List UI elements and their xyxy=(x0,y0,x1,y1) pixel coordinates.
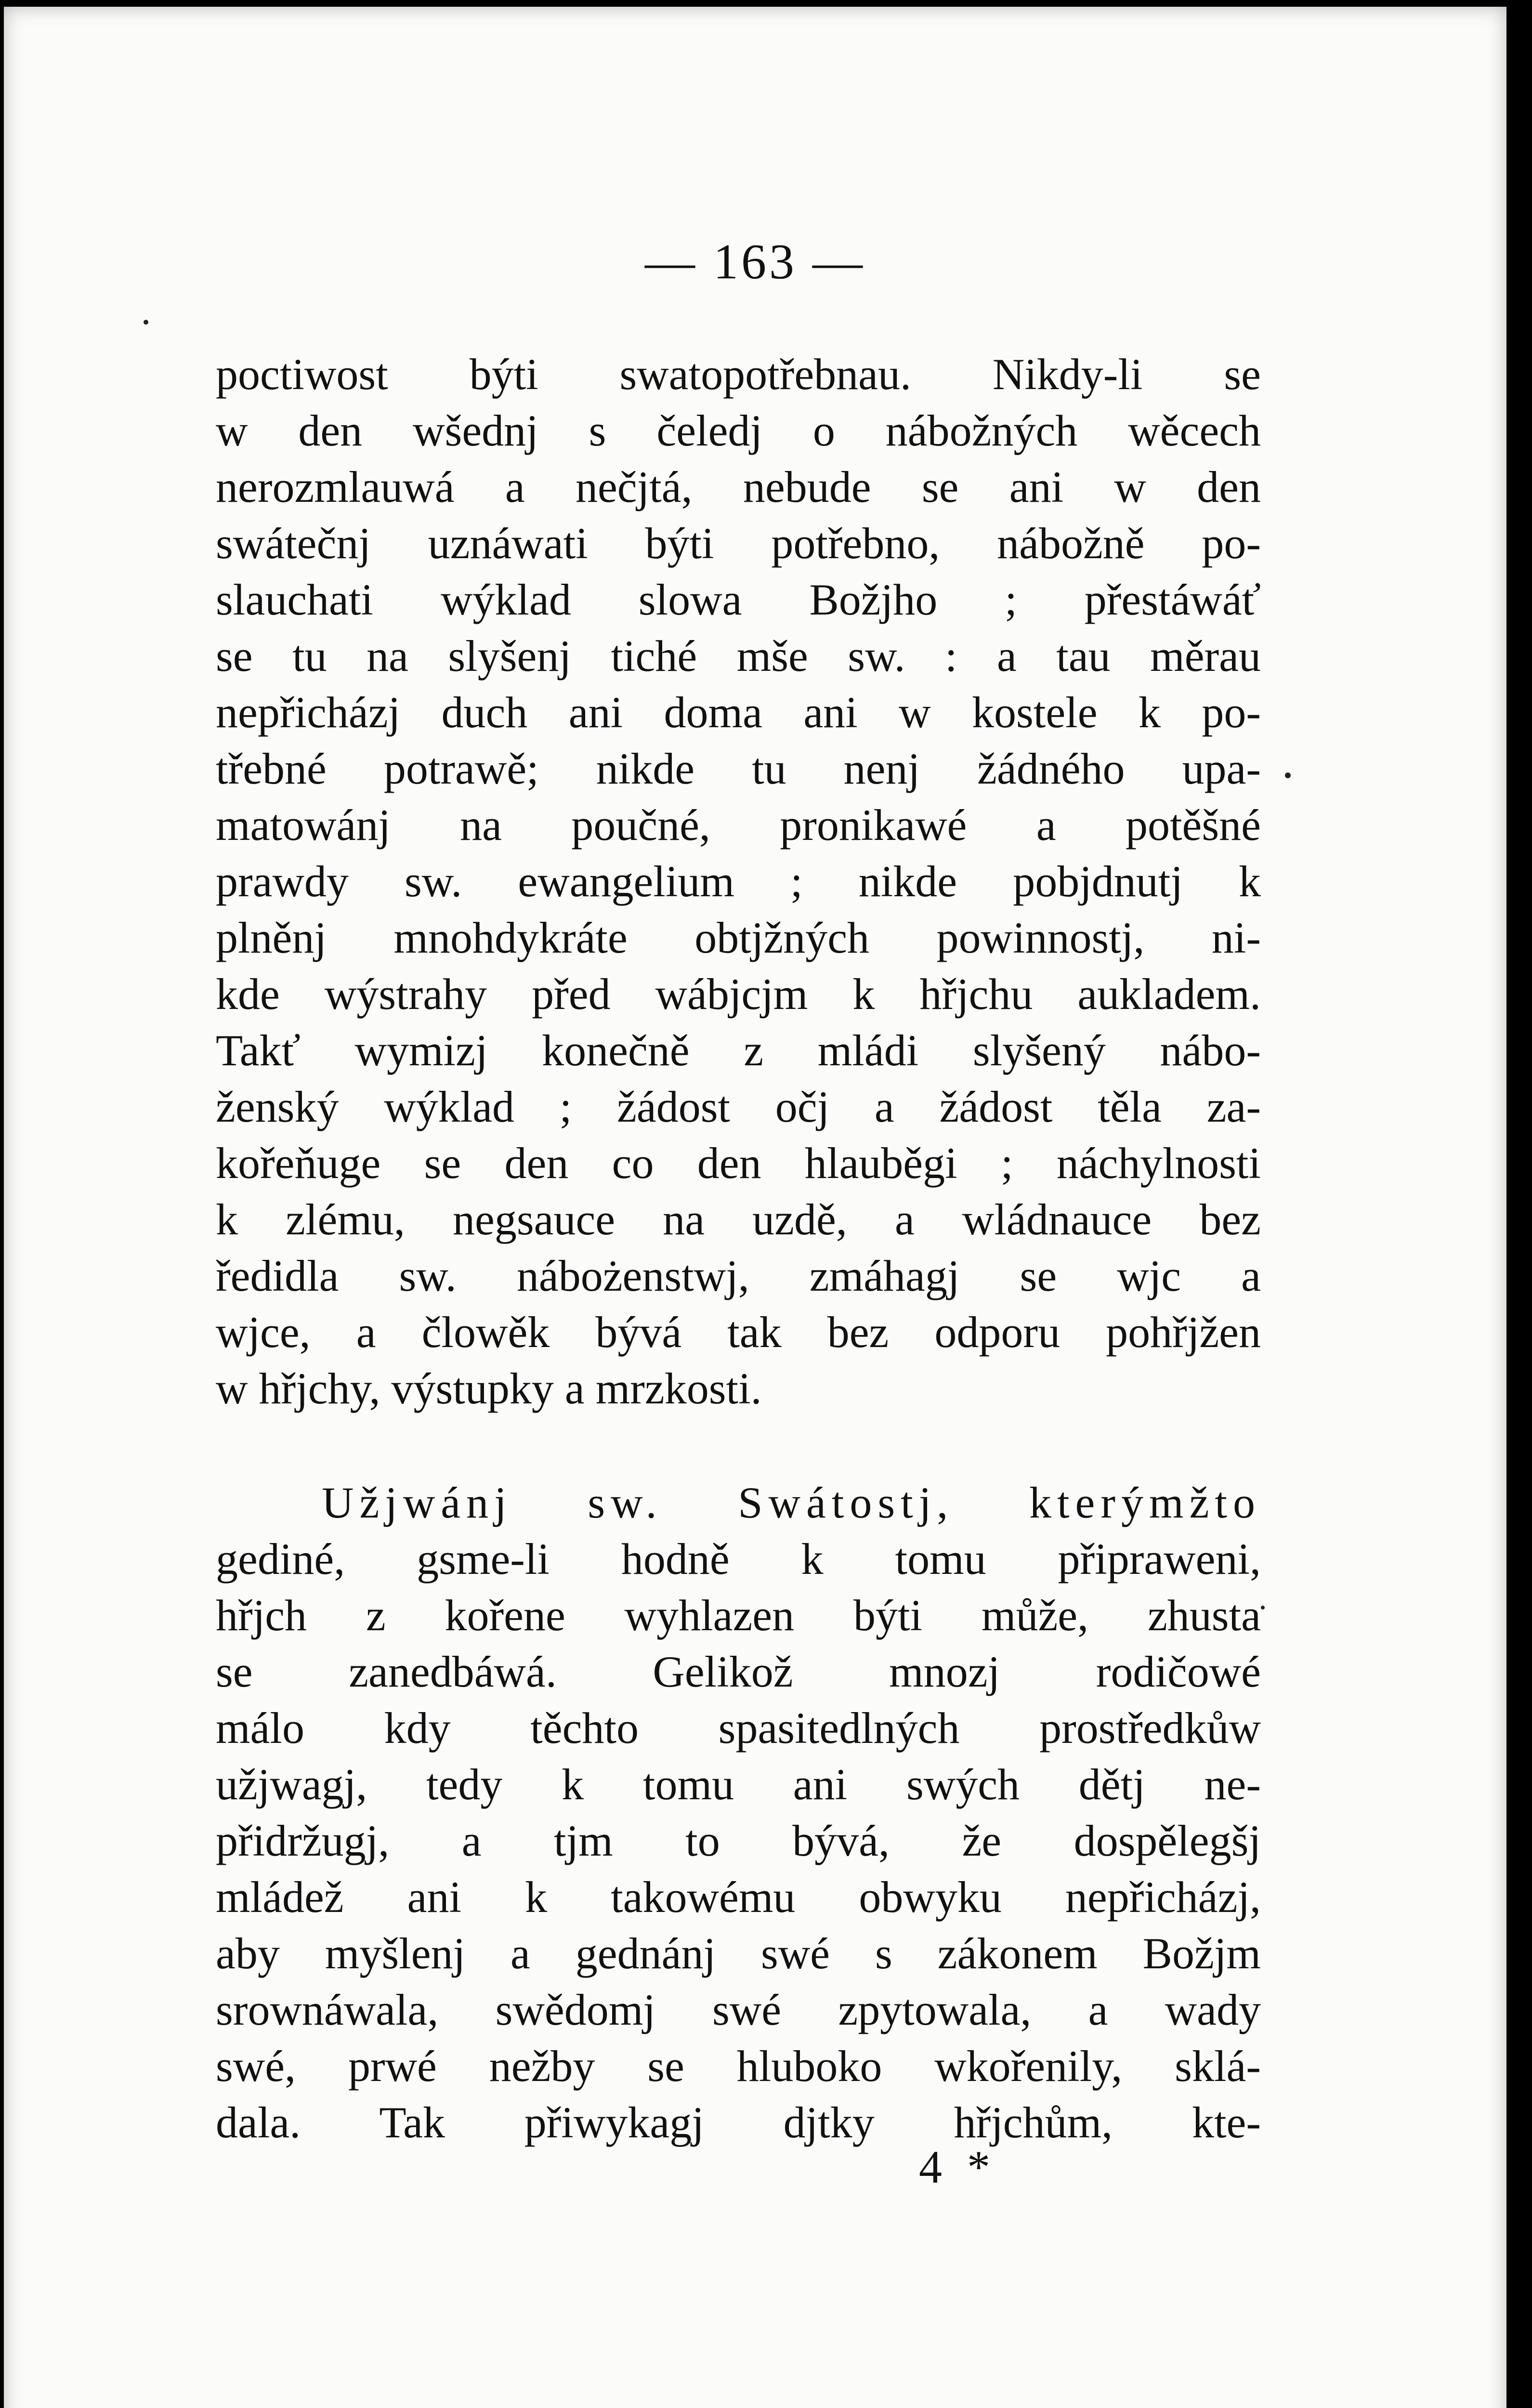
text-line: ředidla sw. nábożenstwj, zmáhagj se wjc a xyxy=(216,1251,1261,1300)
text-line: w hřjchy, výstupky a mrzkosti. xyxy=(216,1364,762,1413)
text-line: dala. Tak přiwykagj djtky hřjchům, kte- xyxy=(216,2098,1261,2147)
text-line: se tu na slyšenj tiché mše sw. : a tau měrau xyxy=(216,631,1261,681)
text-line: hřjch z kořene wyhlazen býti může, zhusta xyxy=(216,1591,1261,1640)
text-line: gediné, gsme-li hodně k tomu připraweni, xyxy=(216,1534,1261,1584)
text-line: mládež ani k takowému obwyku nepřicházj, xyxy=(216,1872,1261,1922)
text-line: plněnj mnohdykráte obtjžných powinnostj, ni- xyxy=(216,913,1261,962)
text-line: třebné potrawě; nikde tu nenj žádného upa- xyxy=(216,744,1261,793)
text-line: přidržugj, a tjm to bývá, že dospělegšj xyxy=(216,1816,1261,1865)
scan-speck xyxy=(144,320,148,325)
text-line: Užjwánj sw. Swátostj, kterýmžto xyxy=(322,1478,1261,1527)
text-line: kde wýstrahy před wábjcjm k hřjchu aukladem. xyxy=(216,969,1261,1019)
signature-mark: 4 * xyxy=(919,2141,997,2193)
text-line: Takť wymizj konečně z mládi slyšený nábo- xyxy=(216,1026,1261,1075)
text-line: užjwagj, tedy k tomu ani swých dětj ne- xyxy=(216,1760,1261,1809)
text-line: matowánj na poučné, pronikawé a potěšné xyxy=(216,800,1261,850)
body-text xyxy=(216,346,1261,2151)
paper-sheet xyxy=(4,7,1506,2408)
text-line: wjce, a člowěk bývá tak bez odporu pohřjžen xyxy=(216,1308,1261,1357)
text-line: k zlému, negsauce na uzdě, a wládnauce bez xyxy=(216,1195,1261,1244)
text-line: kořeňuge se den co den hlauběgi ; náchylnosti xyxy=(216,1139,1261,1188)
text-line: w den wšednj s čeledj o nábožných wěcech xyxy=(216,406,1261,455)
text-line: nepřicházj duch ani doma ani w kostele k po- xyxy=(216,688,1261,737)
text-line: ženský wýklad ; žádost očj a žádost těla za- xyxy=(216,1082,1261,1131)
text-line: se zanedbáwá. Gelikož mnozj rodičowé xyxy=(216,1647,1261,1696)
text-line: swé, prwé nežby se hluboko wkořenily, sklá- xyxy=(216,2042,1261,2091)
paragraph-gap xyxy=(216,1417,1261,1475)
scan-speck xyxy=(1285,772,1291,778)
text-line: nerozmlauwá a nečjtá, nebude se ani w den xyxy=(216,462,1261,511)
scan-border xyxy=(1506,0,1532,2408)
text-line: prawdy sw. ewangelium ; nikde pobjdnutj k xyxy=(216,857,1261,906)
text-line: poctiwost býti swatopotřebnau. Nikdy-li se xyxy=(216,350,1261,399)
text-line: swátečnj uznáwati býti potřebno, nábožně po- xyxy=(216,519,1261,568)
text-line: slauchati wýklad slowa Božjho ; přestáwáť xyxy=(216,575,1261,624)
text-line: málo kdy těchto spasitedlných prostředkůw xyxy=(216,1703,1261,1753)
text-line: aby myšlenj a gednánj swé s zákonem Božjm xyxy=(216,1929,1261,1978)
scan-speck xyxy=(1261,1606,1265,1610)
page-number: — 163 — xyxy=(645,234,865,289)
text-line: srownáwala, swědomj swé zpytowala, a wady xyxy=(216,1985,1261,2034)
